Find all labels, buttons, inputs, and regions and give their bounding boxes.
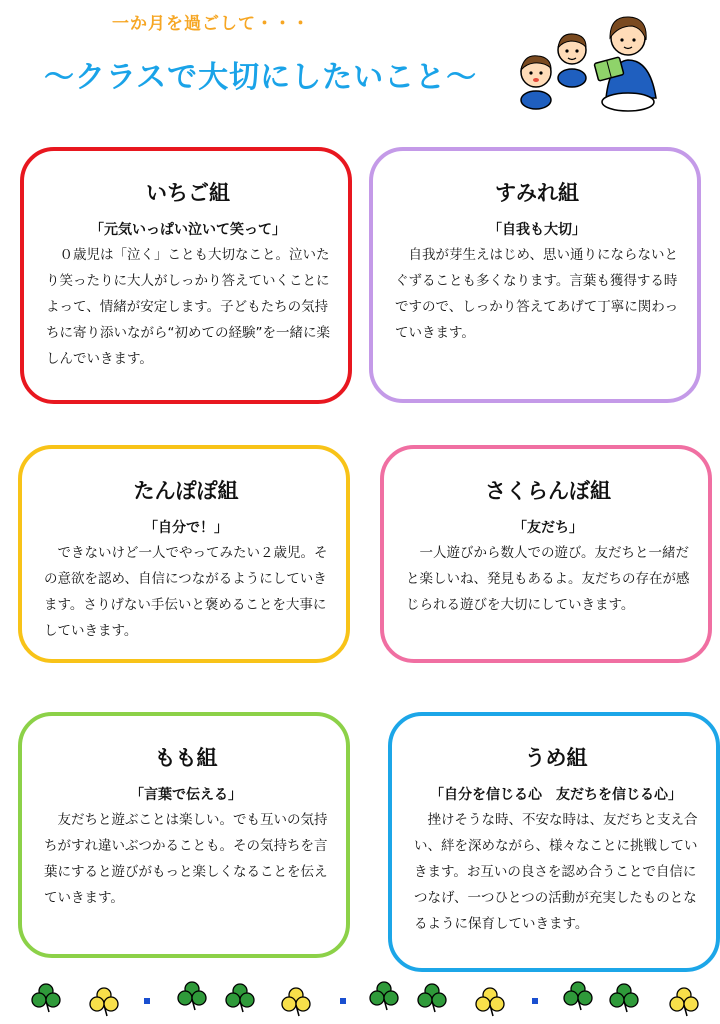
card-body: ０歳児は「泣く」ことも大切なこと。泣いたり笑ったりに大人がしっかり答えていくことによって、情緒が安定します。子どもたちの気持ちに寄り添いながら“初めての経験”を一緒に楽しんでいきます。 xyxy=(46,247,330,367)
dot-icon xyxy=(532,998,538,1004)
clover-icon xyxy=(226,984,254,1012)
card-title: さくらんぼ組 xyxy=(485,479,611,503)
dot-icon xyxy=(144,998,150,1004)
card-body: できないけど一人でやってみたい２歳児。その意欲を認め、自信につながるようにしていきます。さりげない手伝いと褒めることを大事にしていきます。 xyxy=(44,545,328,639)
class-card-momo xyxy=(18,712,350,958)
card-motto: 「自分で！」 xyxy=(144,520,228,536)
child-middle-figure xyxy=(558,34,586,87)
card-title: うめ組 xyxy=(524,746,588,770)
card-title: もも組 xyxy=(154,746,218,770)
clover-icon xyxy=(564,982,592,1010)
card-motto: 「自分を信じる心 友だちを信じる心」 xyxy=(430,787,682,803)
clover-icon xyxy=(32,984,60,1012)
card-title: すみれ組 xyxy=(495,181,579,205)
card-motto: 「言葉で伝える」 xyxy=(130,787,242,803)
clover-icon xyxy=(476,988,504,1016)
card-body: 挫けそうな時、不安な時は、友だちと支え合い、絆を深めながら、様々なことに挑戦していきます。お互いの良さを認め合うことで自信につなげ、一つひとつの活動が充実したものとなるように保育していきます。 xyxy=(414,812,698,932)
card-motto: 「友だち」 xyxy=(513,520,583,536)
class-card-tanpopo xyxy=(18,445,350,663)
teacher-children-illustration xyxy=(510,2,670,114)
clover-icon xyxy=(418,984,446,1012)
card-title: いちご組 xyxy=(146,181,230,205)
class-card-sumire xyxy=(369,147,701,403)
card-motto: 「元気いっぱい泣いて笑って」 xyxy=(90,222,286,238)
clover-icon xyxy=(370,982,398,1010)
child-left-figure xyxy=(521,56,551,109)
page-subtitle: 一か月を過ごして・・・ xyxy=(112,14,310,34)
clover-icon xyxy=(670,988,698,1016)
class-card-ichigo xyxy=(20,147,352,404)
card-motto: 「自我も大切」 xyxy=(488,222,586,238)
class-card-ume xyxy=(388,712,720,972)
card-body: 一人遊びから数人での遊び。友だちと一緒だと楽しいね、発見もあるよ。友だちの存在が感じられる遊びを大切にしていきます。 xyxy=(406,545,690,613)
clover-border xyxy=(0,972,720,1024)
clover-icon xyxy=(610,984,638,1012)
page-title: ～クラスで大切にしたいこと～ xyxy=(44,60,478,95)
teacher-figure xyxy=(594,17,656,111)
clover-icon xyxy=(90,988,118,1016)
card-body: 自我が芽生えはじめ、思い通りにならないとぐずることも多くなります。言葉も獲得する時ですので、しっかり答えてあげて丁寧に関わっていきます。 xyxy=(395,247,679,341)
card-body: 友だちと遊ぶことは楽しい。でも互いの気持ちがすれ違いぶつかることも。その気持ちを言葉にすると遊びがもっと楽しくなることを伝えていきます。 xyxy=(44,812,328,906)
card-title: たんぽぽ組 xyxy=(133,479,239,503)
clover-icon xyxy=(178,982,206,1010)
clover-icon xyxy=(282,988,310,1016)
dot-icon xyxy=(340,998,346,1004)
class-card-sakuranbo xyxy=(380,445,712,663)
